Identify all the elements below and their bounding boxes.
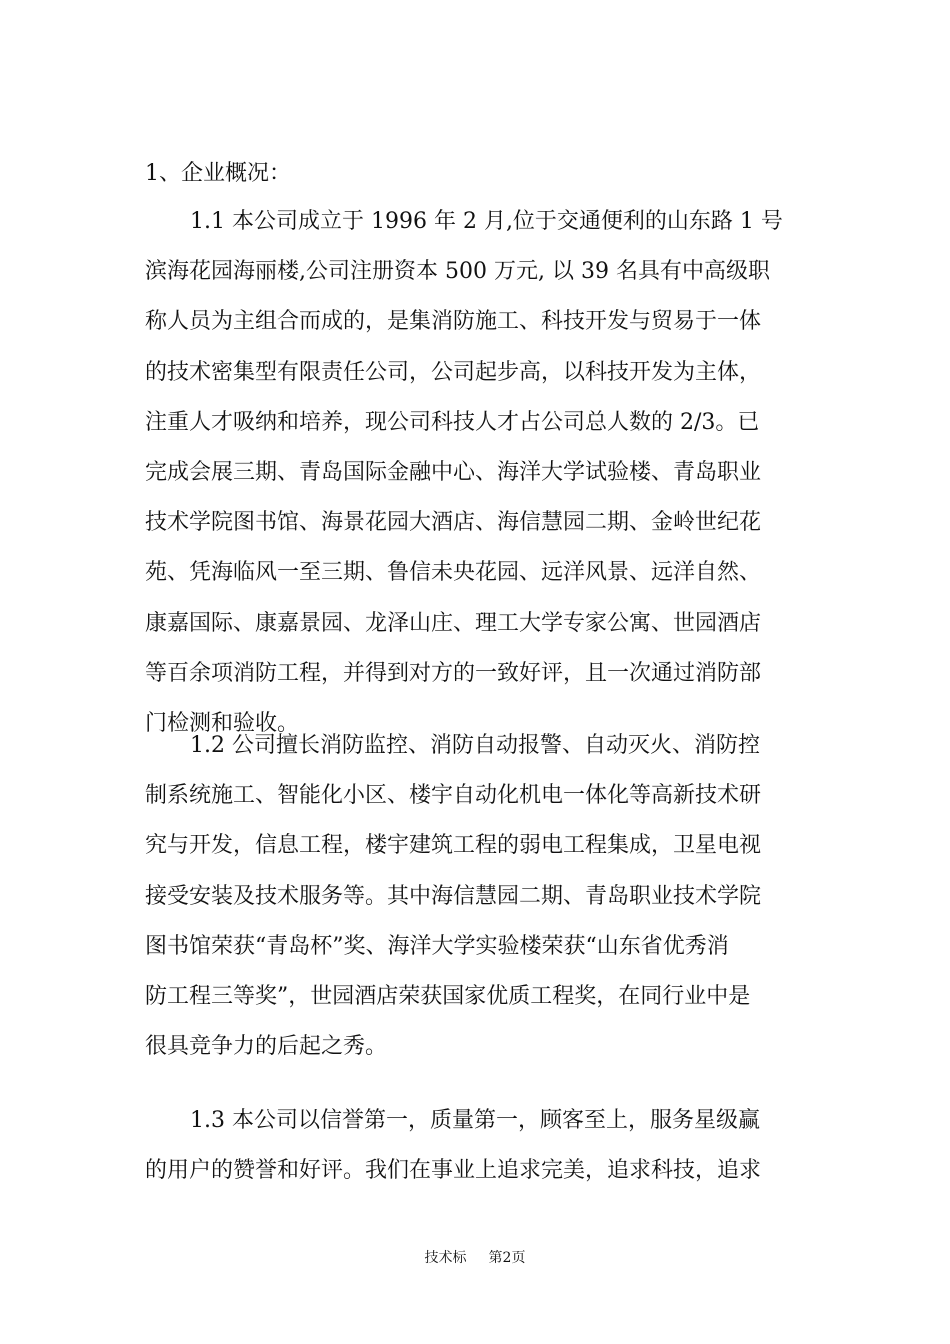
text-line: 等百余项消防工程，并得到对方的一致好评，且一次通过消防部 xyxy=(145,660,762,686)
text-line: 的技术密集型有限责任公司，公司起步高，以科技开发为主体， xyxy=(145,359,762,385)
text-line: 苑、凭海临风一至三期、鲁信未央花园、远洋风景、远洋自然、 xyxy=(145,560,762,586)
text-line: 技术学院图书馆、海景花园大酒店、海信慧园二期、金岭世纪花 xyxy=(145,510,762,536)
text-line: 1.1 本公司成立于 1996 年 2 月,位于交通便利的山东路 1 号 xyxy=(190,209,783,234)
paragraph-1-1 xyxy=(145,197,810,749)
text-line: 康嘉国际、康嘉景园、龙泽山庄、理工大学专家公寓、世园酒店 xyxy=(145,610,762,636)
section-heading: 1、企业概况： xyxy=(145,161,291,186)
text-line: 1.3 本公司以信誉第一，质量第一，顾客至上，服务星级赢 xyxy=(190,1108,760,1133)
text-line: 1.2 公司擅长消防监控、消防自动报警、自动灭火、消防控 xyxy=(190,733,760,758)
text-line: 称人员为主组合而成的，是集消防施工、科技开发与贸易于一体 xyxy=(145,309,762,335)
text-line: 门检测和验收。 xyxy=(145,710,300,736)
text-line: 究与开发，信息工程，楼宇建筑工程的弱电工程集成，卫星电视 xyxy=(145,833,762,859)
page-footer xyxy=(0,1248,950,1268)
text-line: 注重人才吸纳和培养，现公司科技人才占公司总人数的 2/3。已 xyxy=(145,409,760,435)
paragraph-1-2 xyxy=(145,721,810,1072)
text-line: 完成会展三期、青岛国际金融中心、海洋大学试验楼、青岛职业 xyxy=(145,459,762,485)
text-line: 图书馆荣获“青岛杯”奖、海洋大学实验楼荣获“山东省优秀消 xyxy=(145,933,729,959)
text-line: 很具竞争力的后起之秀。 xyxy=(145,1034,388,1060)
text-line: 制系统施工、智能化小区、楼宇自动化机电一体化等高新技术研 xyxy=(145,783,762,809)
text-line: 接受安装及技术服务等。其中海信慧园二期、青岛职业技术学院 xyxy=(145,883,762,909)
text-line: 滨海花园海丽楼,公司注册资本 500 万元, 以 39 名具有中高级职 xyxy=(145,259,770,285)
footer-label: 技术标 xyxy=(424,1250,467,1266)
text-line: 防工程三等奖”，世园酒店荣获国家优质工程奖，在同行业中是 xyxy=(145,983,751,1009)
text-line: 的用户的赞誉和好评。我们在事业上追求完美，追求科技，追求 xyxy=(145,1158,762,1184)
paragraph-1-3 xyxy=(145,1096,810,1196)
page-number: 第2页 xyxy=(488,1250,526,1266)
